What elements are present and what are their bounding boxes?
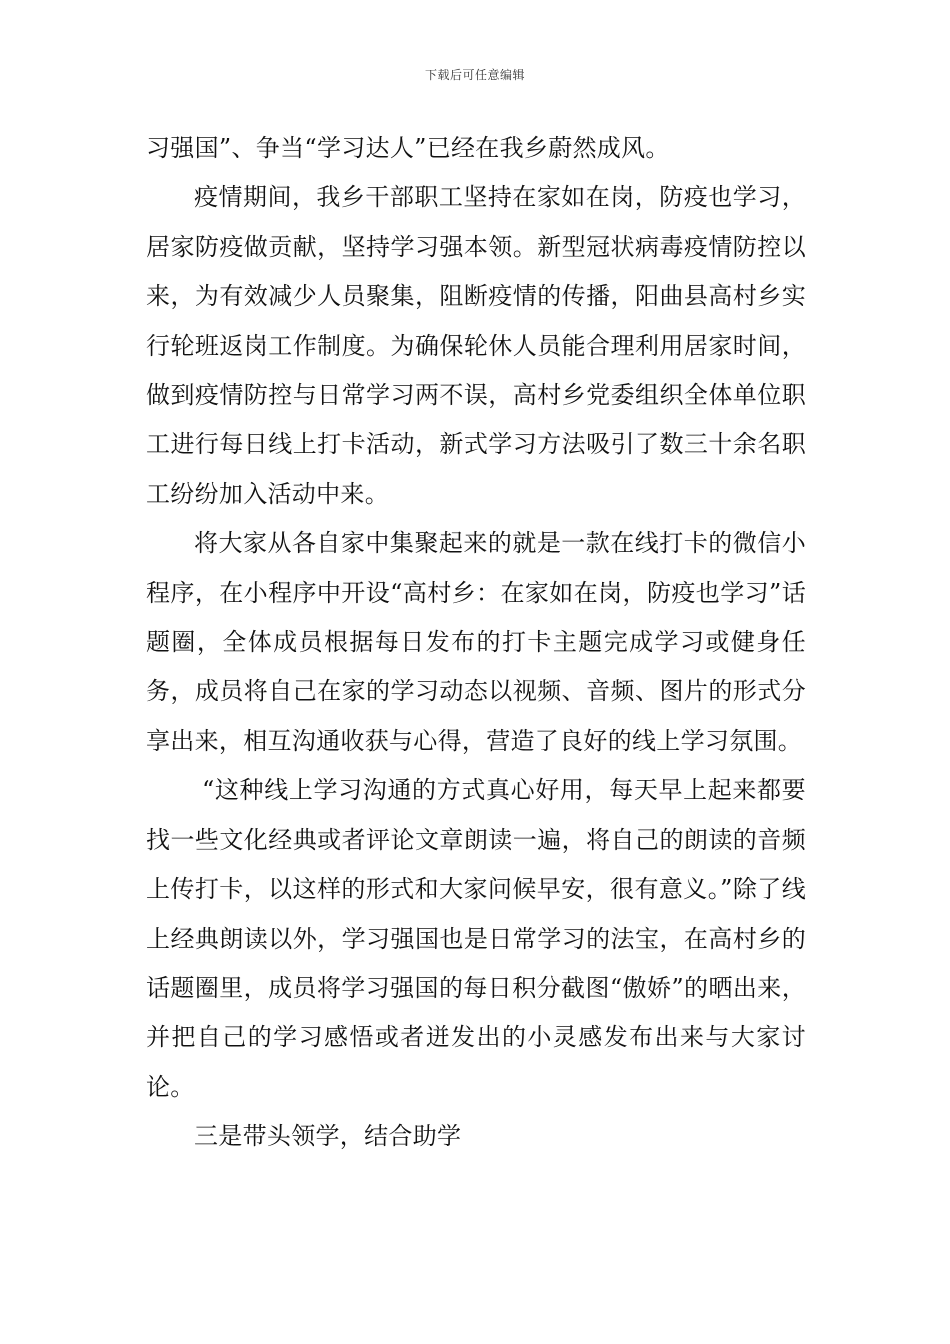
document-body: [146, 124, 806, 1162]
paragraph-epidemic-study: 疫情期间，我乡干部职工坚持在家如在岗，防疫也学习，居家防疫做贡献，坚持学习强本领。新型冠状病毒疫情防控以来，为有效减少人员聚集，阻断疫情的传播，阳曲县高村乡实行轮班返岗工作制度。为确保轮休人员能合理利用居家时间，做到疫情防控与日常学习两不误，高村乡党委组织全体单位职工进行每日线上打卡活动，新式学习方法吸引了数三十余名职工纷纷加入活动中来。: [146, 183, 806, 508]
paragraph-quote: “这种线上学习沟通的方式真心好用，每天早上起来都要找一些文化经典或者评论文章朗读一遍，将自己的朗读的音频上传打卡，以这样的形式和大家问候早安，很有意义。”除了线上经典朗读以外，学习强国也是日常学习的法宝，在高村乡的话题圈里，成员将学习强国的每日积分截图“傲娇”的晒出来，并把自己的学习感悟或者迸发出的小灵感发布出来与大家讨论。: [146, 776, 806, 1101]
section-heading-leading-study: 三是带头领学，结合助学: [194, 1122, 462, 1151]
header-note: 下载后可任意编辑: [424, 68, 525, 82]
paragraph-continuation: 习强国”、争当“学习达人”已经在我乡蔚然成风。: [146, 134, 670, 162]
paragraph-mini-program: 将大家从各自家中集聚起来的就是一款在线打卡的微信小程序，在小程序中开设“高村乡：在家如在岗，防疫也学习”话题圈，全体成员根据每日发布的打卡主题完成学习或健身任务，成员将自己在家的学习动态以视频、音频、图片的形式分享出来，相互沟通收获与心得，营造了良好的线上学习氛围。: [146, 529, 806, 755]
